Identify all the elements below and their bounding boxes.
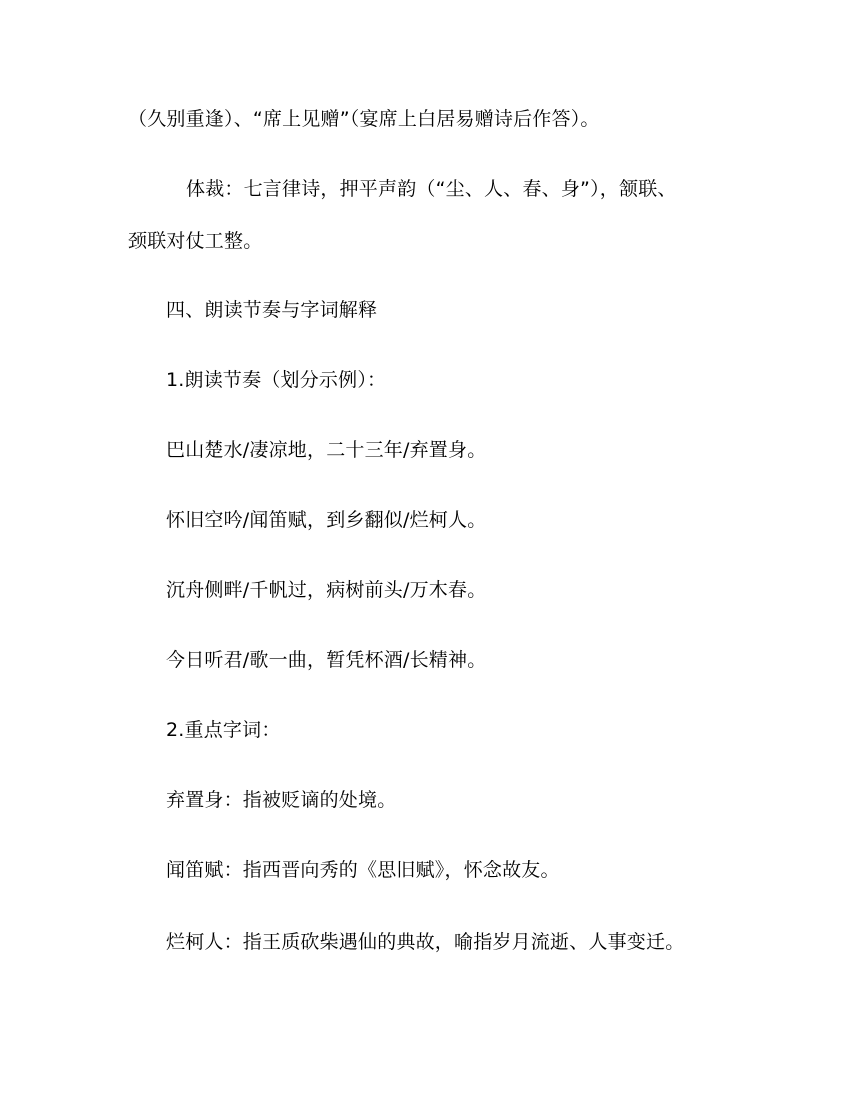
- poem-line: 巴山楚水/凄凉地，二十三年/弃置身。: [166, 439, 487, 461]
- poem-line: 今日听君/歌一曲，暂凭杯酒/长精神。: [166, 649, 487, 671]
- word-explanation: 弃置身：指被贬谪的处境。: [166, 789, 397, 811]
- poem-line: 怀旧空吟/闻笛赋，到乡翻似/烂柯人。: [166, 509, 487, 531]
- paragraph-genre: 体裁：七言律诗，押平声韵（“尘、人、春、身”），颔联、: [186, 178, 677, 200]
- word-explanation: 闻笛赋：指西晋向秀的《思旧赋》，怀念故友。: [166, 859, 560, 881]
- word-explanation: 烂柯人：指王质砍柴遇仙的典故，喻指岁月流逝、人事变迁。: [166, 931, 685, 953]
- poem-line: 沉舟侧畔/千帆过，病树前头/万木春。: [166, 579, 487, 601]
- section-heading-reading: 四、朗读节奏与字词解释: [166, 299, 378, 321]
- paragraph-genre-continued: 颈联对仗工整。: [128, 230, 263, 252]
- paragraph-title-explanation: （久别重逢）、“席上见赠”（宴席上白居易赠诗后作答）。: [128, 108, 600, 130]
- subheading-rhythm: 1.朗读节奏（划分示例）：: [166, 369, 387, 391]
- subheading-key-words: 2.重点字词：: [166, 719, 281, 741]
